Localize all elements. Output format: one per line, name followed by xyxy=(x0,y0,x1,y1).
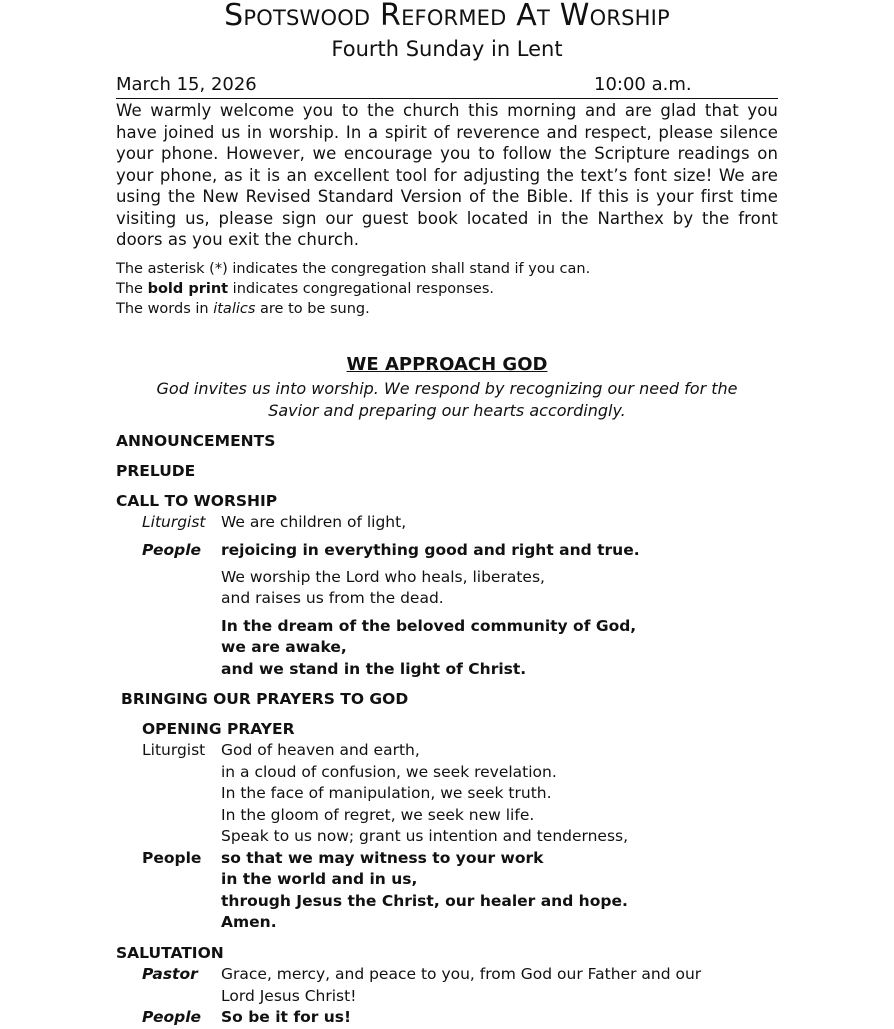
cw-liturgist-label: Liturgist xyxy=(142,513,206,531)
bulletin-title: Spotswood Reformed At Worship xyxy=(224,0,670,33)
sal-people-line: So be it for us! xyxy=(221,1008,352,1026)
legend-notes xyxy=(116,259,590,319)
op-line: Speak to us now; grant us intention and tenderness, xyxy=(221,827,629,845)
call-to-worship-heading: CALL TO WORSHIP xyxy=(116,492,278,510)
opening-prayer-heading: OPENING PRAYER xyxy=(142,720,295,738)
italic-note: The words in italics are to be sung. xyxy=(116,301,370,317)
bold-word: bold print xyxy=(147,281,229,297)
sal-pastor-line: Grace, mercy, and peace to you, from God our Father and our xyxy=(221,965,702,983)
service-time: 10:00 a.m. xyxy=(594,74,692,95)
announcements-heading: ANNOUNCEMENTS xyxy=(116,432,276,450)
op-line: In the face of manipulation, we seek truth. xyxy=(221,784,552,802)
salutation-heading: SALUTATION xyxy=(116,944,224,962)
bulletin-subtitle: Fourth Sunday in Lent xyxy=(331,37,563,61)
welcome-paragraph: We warmly welcome you to the church this morning and are glad that you have joined us in worship. In a spirit of reverence and respect, please silence your phone. However, we encourage you to follow the Scripture readings on your phone, as it is an excellent tool for adjusting the text’s font size! We are using the New Revised Standard Version of the Bible. If this is your first time visiting us, please sign our guest book located in the Narthex by the front doors as you exit the church. xyxy=(116,101,778,249)
sal-people-label: People xyxy=(142,1008,202,1026)
op-people-line: through Jesus the Christ, our healer and hope. xyxy=(221,892,628,910)
cw-people-line-2c: and we stand in the light of Christ. xyxy=(221,660,527,678)
op-line: In the gloom of regret, we seek new life. xyxy=(221,806,535,824)
section-heading: WE APPROACH GOD xyxy=(346,354,548,375)
cw-people-line-2b: we are awake, xyxy=(221,638,347,656)
cw-people-label: People xyxy=(142,541,202,559)
op-liturgist-label: Liturgist xyxy=(142,741,206,759)
op-line: in a cloud of confusion, we seek revelation. xyxy=(221,763,557,781)
date-time-line xyxy=(116,73,778,99)
service-date: March 15, 2026 xyxy=(116,74,257,95)
bringing-prayers-heading: BRINGING OUR PRAYERS TO GOD xyxy=(121,690,409,708)
op-people-amen: Amen. xyxy=(221,913,277,931)
section-description: God invites us into worship. We respond by recognizing our need for the Savior and preparing our hearts accordingly. xyxy=(156,379,738,420)
cw-liturgist-line-2a: We worship the Lord who heals, liberates, xyxy=(221,568,545,586)
cw-people-line-2a: In the dream of the beloved community of God, xyxy=(221,617,637,635)
bold-note: The bold print indicates congregational responses. xyxy=(116,281,494,297)
cw-liturgist-line: We are children of light, xyxy=(221,513,407,531)
op-line: God of heaven and earth, xyxy=(221,741,420,759)
italic-word: italics xyxy=(213,301,256,317)
op-people-label: People xyxy=(142,849,202,867)
sal-pastor-line-2: Lord Jesus Christ! xyxy=(221,987,357,1005)
asterisk-note: The asterisk (*) indicates the congregation shall stand if you can. xyxy=(116,261,591,277)
cw-liturgist-line-2b: and raises us from the dead. xyxy=(221,589,444,607)
prelude-heading: PRELUDE xyxy=(116,462,196,480)
op-people-line: in the world and in us, xyxy=(221,870,418,888)
cw-people-line: rejoicing in everything good and right and true. xyxy=(221,541,640,559)
sal-pastor-label: Pastor xyxy=(142,965,198,983)
op-people-line: so that we may witness to your work xyxy=(221,849,544,867)
